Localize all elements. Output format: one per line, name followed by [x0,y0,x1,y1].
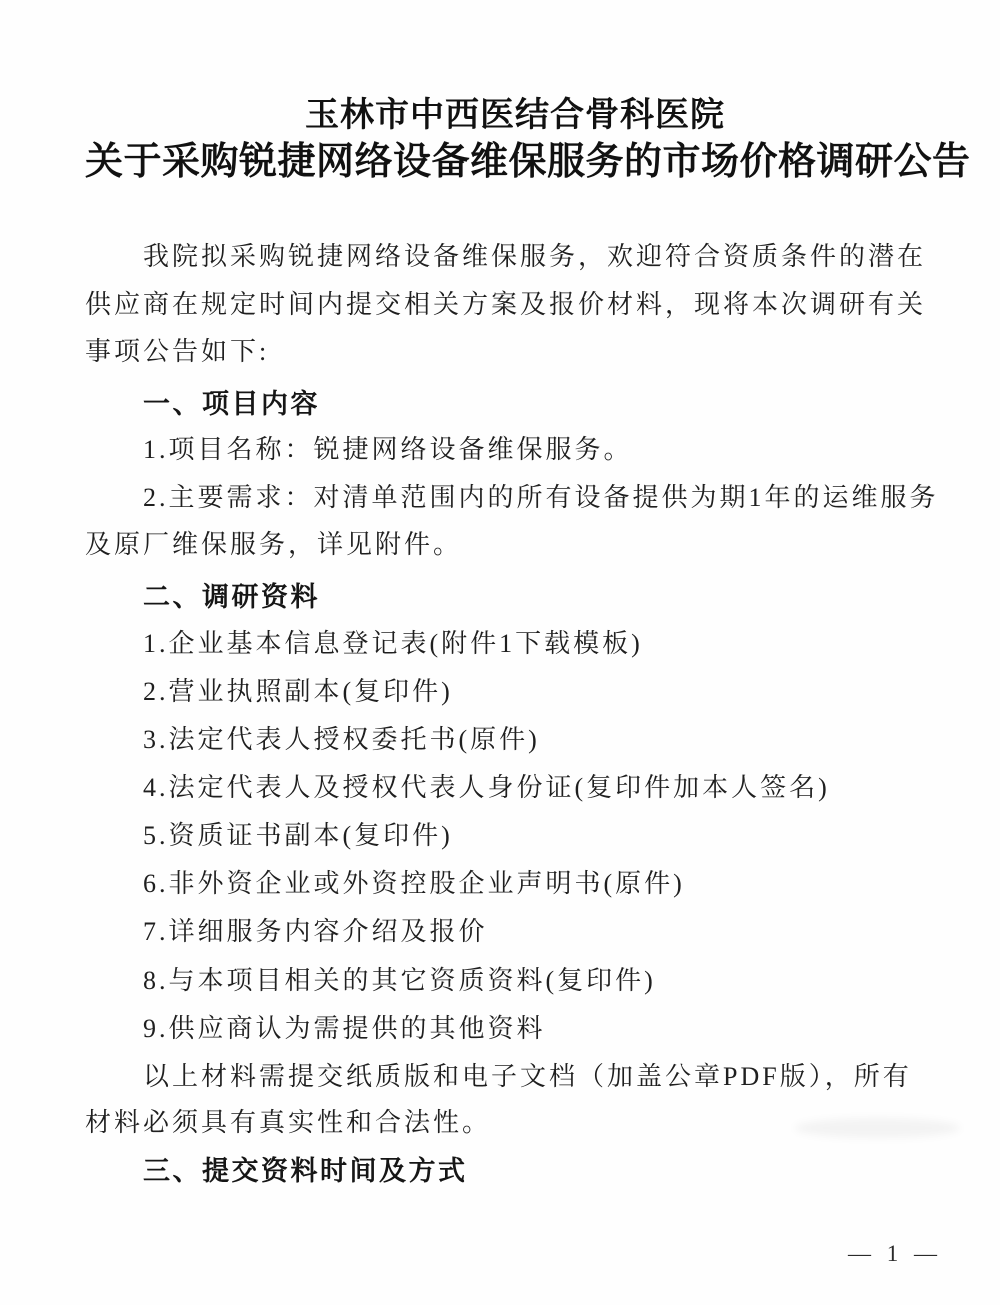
section-3-heading: 三、提交资料时间及方式 [143,1156,468,1186]
document-text-block [85,0,971,1305]
section-2-heading: 二、调研资料 [143,582,320,612]
section-2-note-line: 材料必须具有真实性和合法性。 [85,1108,492,1137]
document-title-line-1: 玉林市中西医结合骨科医院 [305,97,725,134]
list-item: 1.企业基本信息登记表(附件1下载模板) [143,629,643,658]
section-1-heading: 一、项目内容 [143,389,320,419]
list-item: 9.供应商认为需提供的其他资料 [143,1014,546,1043]
list-item: 5.资质证书副本(复印件) [143,821,453,850]
intro-line: 我院拟采购锐捷网络设备维保服务，欢迎符合资质条件的潜在 [143,242,927,271]
list-item: 8.与本项目相关的其它资质资料(复印件) [143,966,656,995]
section-1-line: 2.主要需求：对清单范围内的所有设备提供为期1年的运维服务 [143,483,939,512]
page-number: — 1 — [848,1241,942,1266]
list-item: 7.详细服务内容介绍及报价 [143,917,488,946]
list-item: 6.非外资企业或外资控股企业声明书(原件) [143,869,685,898]
list-item: 4.法定代表人及授权代表人身份证(复印件加本人签名) [143,773,830,802]
list-item: 3.法定代表人授权委托书(原件) [143,725,540,754]
intro-line: 供应商在规定时间内提交相关方案及报价材料，现将本次调研有关 [85,290,927,319]
document-title-line-2: 关于采购锐捷网络设备维保服务的市场价格调研公告 [85,141,971,183]
section-1-line: 1.项目名称：锐捷网络设备维保服务。 [143,435,633,464]
section-2-note-line: 以上材料需提交纸质版和电子文档（加盖公章PDF版），所有 [143,1062,912,1091]
section-1-line: 及原厂维保服务，详见附件。 [85,530,463,559]
scan-smudge-artifact [795,1118,960,1138]
intro-line: 事项公告如下: [85,337,270,366]
list-item: 2.营业执照副本(复印件) [143,677,453,706]
